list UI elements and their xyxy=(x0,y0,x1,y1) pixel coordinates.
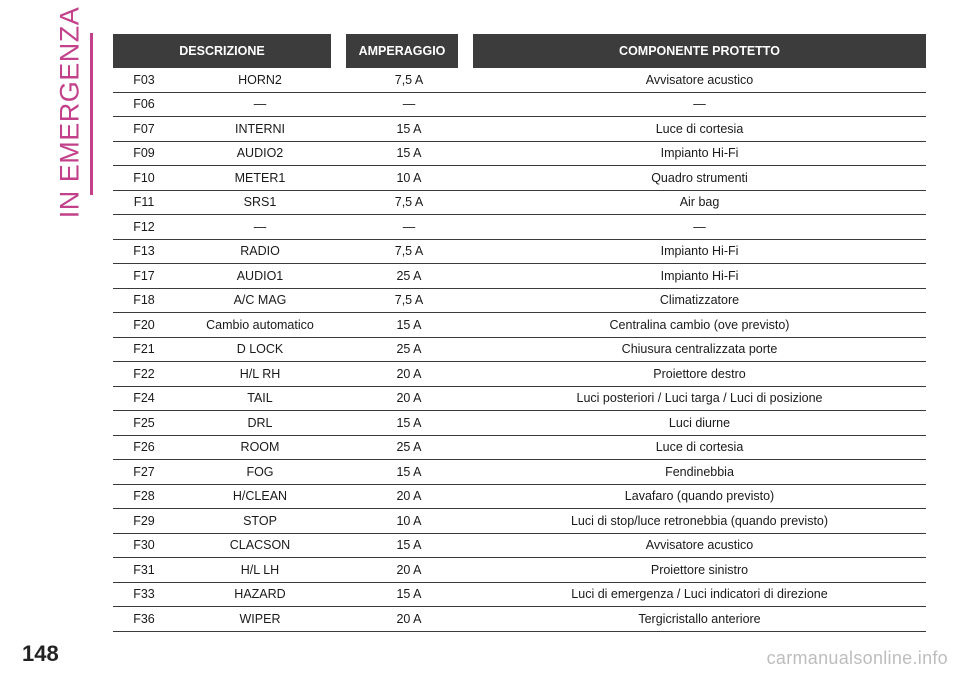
fuse-description-cell: METER1 xyxy=(175,166,345,191)
fuse-id-cell: F10 xyxy=(113,166,175,191)
fuse-id-cell: F11 xyxy=(113,190,175,215)
fuse-id-cell: F24 xyxy=(113,386,175,411)
fuse-amperage-cell: 20 A xyxy=(345,484,473,509)
fuse-component-cell: Luci di emergenza / Luci indicatori di direzione xyxy=(473,582,926,607)
fuse-table-header xyxy=(113,34,926,68)
section-accent-bar xyxy=(90,33,93,195)
fuse-id-cell: F26 xyxy=(113,435,175,460)
fuse-id-cell: F33 xyxy=(113,582,175,607)
fuse-description-cell: ROOM xyxy=(175,435,345,460)
fuse-component-cell: Luci di stop/luce retronebbia (quando previsto) xyxy=(473,509,926,534)
fuse-component-cell: Impianto Hi-Fi xyxy=(473,264,926,289)
fuse-id-cell: F12 xyxy=(113,215,175,240)
fuse-component-cell: Luci posteriori / Luci targa / Luci di posizione xyxy=(473,386,926,411)
fuse-description-cell: INTERNI xyxy=(175,117,345,142)
fuse-component-cell: Lavafaro (quando previsto) xyxy=(473,484,926,509)
fuse-description-cell: AUDIO2 xyxy=(175,141,345,166)
table-row xyxy=(113,215,926,240)
table-row xyxy=(113,411,926,436)
fuse-amperage-cell: — xyxy=(345,215,473,240)
fuse-id-cell: F31 xyxy=(113,558,175,583)
fuse-amperage-cell: 15 A xyxy=(345,141,473,166)
fuse-id-cell: F07 xyxy=(113,117,175,142)
fuse-id-cell: F17 xyxy=(113,264,175,289)
table-row xyxy=(113,117,926,142)
fuse-description-cell: H/L LH xyxy=(175,558,345,583)
fuse-component-cell: — xyxy=(473,215,926,240)
table-row xyxy=(113,509,926,534)
fuse-id-cell: F03 xyxy=(113,68,175,92)
fuse-description-cell: HAZARD xyxy=(175,582,345,607)
fuse-description-cell: HORN2 xyxy=(175,68,345,92)
fuse-component-cell: Luci diurne xyxy=(473,411,926,436)
fuse-component-cell: Chiusura centralizzata porte xyxy=(473,337,926,362)
table-row xyxy=(113,264,926,289)
table-row xyxy=(113,460,926,485)
fuse-component-cell: Quadro strumenti xyxy=(473,166,926,191)
fuse-amperage-cell: 20 A xyxy=(345,558,473,583)
table-row xyxy=(113,337,926,362)
fuse-amperage-cell: 20 A xyxy=(345,362,473,387)
fuse-description-cell: — xyxy=(175,215,345,240)
fuse-component-cell: Luce di cortesia xyxy=(473,435,926,460)
fuse-id-cell: F21 xyxy=(113,337,175,362)
fuse-description-cell: H/CLEAN xyxy=(175,484,345,509)
fuse-description-cell: RADIO xyxy=(175,239,345,264)
fuse-amperage-cell: — xyxy=(345,92,473,117)
fuse-table-body xyxy=(113,68,926,631)
fuse-amperage-cell: 25 A xyxy=(345,435,473,460)
fuse-id-cell: F09 xyxy=(113,141,175,166)
table-row xyxy=(113,558,926,583)
table-row xyxy=(113,484,926,509)
table-row xyxy=(113,68,926,92)
fuse-amperage-cell: 20 A xyxy=(345,607,473,632)
fuse-amperage-cell: 7,5 A xyxy=(345,190,473,215)
table-row xyxy=(113,166,926,191)
fuse-id-cell: F20 xyxy=(113,313,175,338)
fuse-id-cell: F18 xyxy=(113,288,175,313)
fuse-table xyxy=(113,34,926,632)
fuse-amperage-cell: 15 A xyxy=(345,460,473,485)
fuse-component-cell: Proiettore sinistro xyxy=(473,558,926,583)
table-row xyxy=(113,313,926,338)
fuse-amperage-cell: 7,5 A xyxy=(345,239,473,264)
fuse-description-cell: H/L RH xyxy=(175,362,345,387)
fuse-amperage-cell: 25 A xyxy=(345,264,473,289)
fuse-id-cell: F30 xyxy=(113,533,175,558)
fuse-amperage-cell: 15 A xyxy=(345,117,473,142)
fuse-component-cell: Tergicristallo anteriore xyxy=(473,607,926,632)
table-row xyxy=(113,582,926,607)
table-row xyxy=(113,533,926,558)
fuse-description-cell: WIPER xyxy=(175,607,345,632)
fuse-description-cell: DRL xyxy=(175,411,345,436)
fuse-component-cell: Air bag xyxy=(473,190,926,215)
fuse-id-cell: F13 xyxy=(113,239,175,264)
fuse-component-cell: Proiettore destro xyxy=(473,362,926,387)
fuse-amperage-cell: 7,5 A xyxy=(345,68,473,92)
section-title xyxy=(54,6,85,218)
fuse-amperage-cell: 15 A xyxy=(345,313,473,338)
fuse-component-cell: Impianto Hi-Fi xyxy=(473,239,926,264)
table-row xyxy=(113,190,926,215)
fuse-id-cell: F36 xyxy=(113,607,175,632)
table-row xyxy=(113,607,926,632)
fuse-amperage-cell: 7,5 A xyxy=(345,288,473,313)
fuse-component-cell: Climatizzatore xyxy=(473,288,926,313)
fuse-component-cell: Fendinebbia xyxy=(473,460,926,485)
fuse-component-cell: Impianto Hi-Fi xyxy=(473,141,926,166)
fuse-id-cell: F22 xyxy=(113,362,175,387)
section-title-text: IN EMERGENZA xyxy=(54,6,85,218)
fuse-description-cell: STOP xyxy=(175,509,345,534)
fuse-amperage-cell: 15 A xyxy=(345,582,473,607)
page-number: 148 xyxy=(22,641,59,666)
fuse-description-cell: FOG xyxy=(175,460,345,485)
fuse-description-cell: CLACSON xyxy=(175,533,345,558)
fuse-description-cell: AUDIO1 xyxy=(175,264,345,289)
fuse-id-cell: F29 xyxy=(113,509,175,534)
header-amperage: AMPERAGGIO xyxy=(345,34,473,68)
header-description: DESCRIZIONE xyxy=(113,34,345,68)
fuse-description-cell: Cambio automatico xyxy=(175,313,345,338)
fuse-component-cell: Avvisatore acustico xyxy=(473,68,926,92)
table-row xyxy=(113,239,926,264)
fuse-description-cell: TAIL xyxy=(175,386,345,411)
fuse-description-cell: — xyxy=(175,92,345,117)
fuse-amperage-cell: 15 A xyxy=(345,411,473,436)
fuse-id-cell: F25 xyxy=(113,411,175,436)
fuse-description-cell: SRS1 xyxy=(175,190,345,215)
fuse-description-cell: D LOCK xyxy=(175,337,345,362)
fuse-id-cell: F28 xyxy=(113,484,175,509)
table-row xyxy=(113,288,926,313)
fuse-amperage-cell: 10 A xyxy=(345,509,473,534)
table-row xyxy=(113,92,926,117)
fuse-id-cell: F06 xyxy=(113,92,175,117)
fuse-description-cell: A/C MAG xyxy=(175,288,345,313)
table-row xyxy=(113,141,926,166)
table-row xyxy=(113,386,926,411)
fuse-component-cell: Luce di cortesia xyxy=(473,117,926,142)
fuse-component-cell: Avvisatore acustico xyxy=(473,533,926,558)
header-component: COMPONENTE PROTETTO xyxy=(473,34,926,68)
fuse-amperage-cell: 20 A xyxy=(345,386,473,411)
watermark: carmanualsonline.info xyxy=(766,648,948,668)
table-row xyxy=(113,362,926,387)
fuse-amperage-cell: 25 A xyxy=(345,337,473,362)
fuse-id-cell: F27 xyxy=(113,460,175,485)
fuse-component-cell: Centralina cambio (ove previsto) xyxy=(473,313,926,338)
fuse-amperage-cell: 10 A xyxy=(345,166,473,191)
table-row xyxy=(113,435,926,460)
fuse-component-cell: — xyxy=(473,92,926,117)
fuse-amperage-cell: 15 A xyxy=(345,533,473,558)
